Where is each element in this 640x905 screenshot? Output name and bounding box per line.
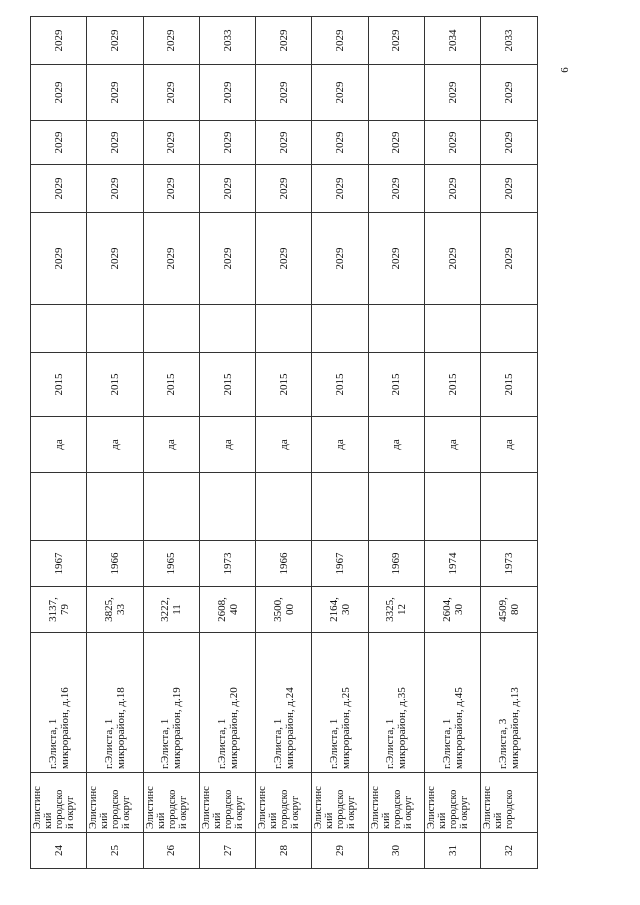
address-cell: г.Элиста, 1 микрорайон, д.16 (31, 633, 87, 773)
district-cell: Элистинс кий городско й округ (199, 773, 255, 833)
row-number: 29 (312, 833, 368, 869)
repair-year-cell: 2029 (143, 213, 199, 305)
row-number: 30 (368, 833, 424, 869)
year-built-cell: 1973 (481, 541, 537, 587)
empty-cell (143, 473, 199, 541)
repair-year-cell: 2029 (87, 213, 143, 305)
area-cell: 2608, 40 (199, 587, 255, 633)
flag-cell: да (256, 417, 312, 473)
empty-cell (481, 305, 537, 353)
repair-year-cell: 2029 (368, 17, 424, 65)
address-cell: г.Элиста, 1 микрорайон, д.24 (256, 633, 312, 773)
district-cell: Элистинс кий городско й округ (256, 773, 312, 833)
repair-year-cell: 2029 (143, 121, 199, 165)
repair-year-cell: 2029 (143, 65, 199, 121)
empty-cell (256, 473, 312, 541)
empty-cell (368, 305, 424, 353)
empty-cell (143, 305, 199, 353)
table-row (481, 17, 537, 869)
repair-year-cell: 2033 (481, 17, 537, 65)
empty-cell (312, 473, 368, 541)
address-cell: г.Элиста, 1 микрорайон, д.35 (368, 633, 424, 773)
repair-year-cell: 2029 (368, 165, 424, 213)
repair-year-cell: 2029 (143, 17, 199, 65)
repair-year-cell: 2033 (199, 17, 255, 65)
table-row (87, 17, 143, 869)
address-cell: г.Элиста, 3 микрорайон, д.13 (481, 633, 537, 773)
area-cell: 3137, 79 (31, 587, 87, 633)
repair-year-cell: 2029 (199, 213, 255, 305)
address-cell: г.Элиста, 1 микрорайон, д.18 (87, 633, 143, 773)
survey-year-cell: 2015 (368, 353, 424, 417)
row-number: 32 (481, 833, 537, 869)
repair-year-cell: 2029 (31, 17, 87, 65)
repair-year-cell: 2029 (368, 213, 424, 305)
survey-year-cell: 2015 (425, 353, 481, 417)
district-cell: Элистинс кий городско й округ (87, 773, 143, 833)
survey-year-cell: 2015 (312, 353, 368, 417)
row-number: 26 (143, 833, 199, 869)
row-number: 24 (31, 833, 87, 869)
repair-year-cell: 2029 (368, 121, 424, 165)
empty-cell (199, 473, 255, 541)
housing-table (30, 16, 538, 869)
year-built-cell: 1966 (256, 541, 312, 587)
flag-cell: да (31, 417, 87, 473)
empty-cell (481, 473, 537, 541)
empty-cell (87, 473, 143, 541)
district-cell: Элистинс кий городско й округ (368, 773, 424, 833)
district-cell: Элистинс кий городско й округ (312, 773, 368, 833)
survey-year-cell: 2015 (199, 353, 255, 417)
flag-cell: да (368, 417, 424, 473)
year-built-cell: 1966 (87, 541, 143, 587)
rotated-table-wrapper (30, 29, 537, 869)
year-built-cell: 1967 (31, 541, 87, 587)
repair-year-cell: 2029 (199, 121, 255, 165)
district-cell: Элистинс кий городско й округ (143, 773, 199, 833)
table-row (199, 17, 255, 869)
repair-year-cell: 2034 (425, 17, 481, 65)
table-row (143, 17, 199, 869)
row-number: 25 (87, 833, 143, 869)
repair-year-cell: 2029 (87, 121, 143, 165)
area-cell: 3222, 11 (143, 587, 199, 633)
address-cell: г.Элиста, 1 микрорайон, д.25 (312, 633, 368, 773)
survey-year-cell: 2015 (143, 353, 199, 417)
empty-cell (256, 305, 312, 353)
repair-year-cell: 2029 (481, 65, 537, 121)
repair-year-cell: 2029 (256, 65, 312, 121)
empty-cell (31, 305, 87, 353)
flag-cell: да (425, 417, 481, 473)
address-cell: г.Элиста, 1 микрорайон, д.19 (143, 633, 199, 773)
repair-year-cell: 2029 (312, 165, 368, 213)
survey-year-cell: 2015 (481, 353, 537, 417)
year-built-cell: 1967 (312, 541, 368, 587)
repair-year-cell: 2029 (31, 165, 87, 213)
repair-year-cell: 2029 (199, 165, 255, 213)
table-row (312, 17, 368, 869)
area-cell: 3325, 12 (368, 587, 424, 633)
area-cell: 4509, 80 (481, 587, 537, 633)
area-cell: 3825, 33 (87, 587, 143, 633)
repair-year-cell: 2029 (31, 213, 87, 305)
repair-year-cell: 2029 (312, 213, 368, 305)
repair-year-cell: 2029 (256, 121, 312, 165)
year-built-cell: 1965 (143, 541, 199, 587)
year-built-cell: 1973 (199, 541, 255, 587)
area-cell: 2604, 30 (425, 587, 481, 633)
row-number: 27 (199, 833, 255, 869)
survey-year-cell: 2015 (31, 353, 87, 417)
repair-year-cell: 2029 (312, 17, 368, 65)
flag-cell: да (199, 417, 255, 473)
page-number: 6 (558, 67, 571, 73)
flag-cell: да (312, 417, 368, 473)
repair-year-cell: 2029 (87, 65, 143, 121)
table-body (31, 17, 538, 869)
area-cell: 2164, 30 (312, 587, 368, 633)
empty-cell (87, 305, 143, 353)
repair-year-cell: 2029 (481, 121, 537, 165)
survey-year-cell: 2015 (256, 353, 312, 417)
repair-year-cell: 2029 (87, 165, 143, 213)
row-number: 31 (425, 833, 481, 869)
table-row (425, 17, 481, 869)
flag-cell: да (143, 417, 199, 473)
year-built-cell: 1974 (425, 541, 481, 587)
table-row (31, 17, 87, 869)
empty-cell (425, 305, 481, 353)
year-built-cell: 1969 (368, 541, 424, 587)
repair-year-cell: 2029 (31, 121, 87, 165)
empty-cell (368, 473, 424, 541)
repair-year-cell: 2029 (425, 213, 481, 305)
repair-year-cell: 2029 (256, 17, 312, 65)
district-cell: Элистинс кий городско (481, 773, 537, 833)
repair-year-cell: 2029 (256, 165, 312, 213)
repair-year-cell: 2029 (481, 213, 537, 305)
repair-year-cell: 2029 (312, 65, 368, 121)
address-cell: г.Элиста, 1 микрорайон, д.20 (199, 633, 255, 773)
repair-year-cell: 2029 (425, 121, 481, 165)
repair-year-cell: 2029 (143, 165, 199, 213)
repair-year-cell: 2029 (256, 213, 312, 305)
table-row (368, 17, 424, 869)
empty-cell (425, 473, 481, 541)
flag-cell: да (481, 417, 537, 473)
flag-cell: да (87, 417, 143, 473)
empty-cell (312, 305, 368, 353)
area-cell: 3500, 00 (256, 587, 312, 633)
repair-year-cell: 2029 (425, 65, 481, 121)
row-number: 28 (256, 833, 312, 869)
repair-year-cell: 2029 (31, 65, 87, 121)
repair-year-cell (368, 65, 424, 121)
address-cell: г.Элиста, 1 микрорайон, д.45 (425, 633, 481, 773)
repair-year-cell: 2029 (312, 121, 368, 165)
empty-cell (199, 305, 255, 353)
repair-year-cell: 2029 (481, 165, 537, 213)
repair-year-cell: 2029 (199, 65, 255, 121)
repair-year-cell: 2029 (425, 165, 481, 213)
repair-year-cell: 2029 (87, 17, 143, 65)
district-cell: Элистинс кий городско й округ (31, 773, 87, 833)
district-cell: Элистинс кий городско й округ (425, 773, 481, 833)
survey-year-cell: 2015 (87, 353, 143, 417)
empty-cell (31, 473, 87, 541)
table-row (256, 17, 312, 869)
